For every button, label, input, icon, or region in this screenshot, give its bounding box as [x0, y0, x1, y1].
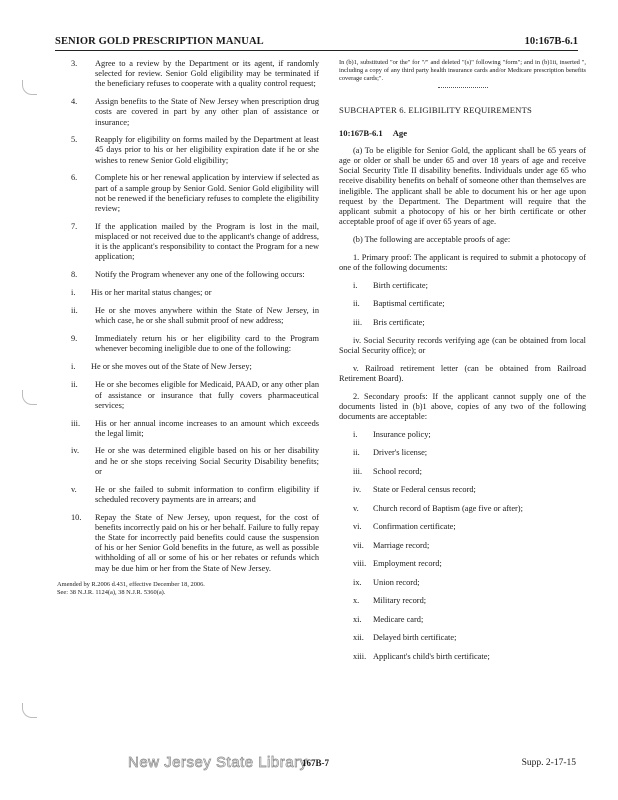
paragraph-b: (b) The following are acceptable proofs of age: [353, 234, 511, 244]
amendment-note: Amended by R.2006 d.431, effective December 18, 2006. [57, 581, 205, 589]
list-item: viii. Employment record; [353, 559, 442, 569]
supplement-date: Supp. 2-17-15 [521, 758, 576, 768]
secondary-proof: 2. Secondary proofs: If the applicant cannot supply one of the documents listed in (b)1 above, copies of any two of the following documents are acceptable: [339, 391, 586, 422]
list-item: ii. He or she moves anywhere within the State of New Jersey, in which case, he or she shall submit proof of new address; [71, 306, 319, 326]
list-item: vi. Confirmation certificate; [353, 522, 456, 532]
list-item: v. Church record of Baptism (age five or after); [353, 503, 523, 513]
page-number: 167B-7 [302, 758, 329, 768]
section-heading [339, 128, 586, 138]
list-item: xi. Medicare card; [353, 614, 424, 624]
list-item: 8. Notify the Program whenever any one of the following occurs: [71, 269, 305, 279]
section-number: 10:167B-6.1 [339, 127, 383, 138]
list-item: iv. State or Federal census record; [353, 485, 476, 495]
subchapter-heading: SUBCHAPTER 6. ELIGIBILITY REQUIREMENTS [339, 105, 532, 116]
list-item: 6. Complete his or her renewal application by interview if selected as part of a sample group by Senior Gold. Senior Gold eligibility will not be renewed if the beneficiary refuses to complete the eligibility review; [71, 173, 319, 213]
paragraph-a: (a) To be eligible for Senior Gold, the applicant shall be 65 years of age or older or shall be under 65 and over 18 years of age and receive Social Security Title II disability benefits. Individuals under age 65 who receive disability benefits on behalf of someone other than themselves are ineligible. The applicant shall be able to document his or her age upon request by the Department. The Department will require that the applicant submit a photocopy of his or her birth certificate or other acceptable proof of age if over 65 years of age. [339, 145, 586, 227]
list-item: ix. Union record; [353, 577, 420, 587]
list-item: i. He or she moves out of the State of New Jersey; [71, 361, 252, 371]
list-item: xiii. Applicant's child's birth certificate; [353, 651, 490, 661]
list-item: 5. Reapply for eligibility on forms mailed by the Department at least 45 days prior to his or her eligibility expiration date if he or she wishes to renew Senior Gold eligibility; [71, 135, 319, 165]
separator [438, 87, 488, 88]
margin-mark [22, 390, 37, 405]
margin-mark [22, 80, 37, 95]
list-item: v. Railroad retirement letter (can be obtained from Railroad Retirement Board). [339, 363, 586, 384]
list-item: 3. Agree to a review by the Department or its agent, if randomly selected for review. Senior Gold eligibility may be terminated if the beneficiary refuses to cooperate with a quality control request; [71, 59, 319, 89]
page-footer [0, 754, 618, 774]
list-item: 10. Repay the State of New Jersey, upon request, for the cost of benefits incorrectly paid on his or her behalf. Failure to fully repay the State for incorrectly paid benefits could cause the suspension of his or her Senior Gold benefits in the future, as well as possible withholding of all or some of his or her rebates or refunds which may be due him or her from the State of New Jersey. [71, 512, 319, 573]
list-item: iv. He or she was determined eligible based on his or her disability and he or she stops receiving Social Security Disability benefits; or [71, 446, 319, 476]
list-item: 7. If the application mailed by the Program is lost in the mail, misplaced or not received due to the applicant's change of address, it is the applicant's responsibility to contact the Program for a new application; [71, 221, 319, 262]
list-item: 9. Immediately return his or her eligibility card to the Program whenever becoming ineligible due to one of the following: [71, 334, 319, 354]
list-item: i. His or her marital status changes; or [71, 287, 212, 297]
list-item: i. Insurance policy; [353, 429, 431, 439]
see-reference: See: 38 N.J.R. 1124(a), 38 N.J.R. 5360(a). [57, 589, 166, 597]
library-watermark: New Jersey State Library [128, 754, 308, 771]
list-item: i. Birth certificate; [353, 280, 428, 290]
right-column [339, 59, 586, 670]
list-item: xii. Delayed birth certificate; [353, 633, 457, 643]
left-column [57, 59, 319, 597]
list-item: iv. Social Security records verifying age (can be obtained from local Social Security office); or [339, 336, 586, 356]
list-item: ii. Baptismal certificate; [353, 299, 445, 309]
list-item: iii. School record; [353, 466, 422, 476]
margin-mark [22, 703, 37, 718]
list-item: ii. He or she becomes eligible for Medicaid, PAAD, or any other plan of assistance or insurance that fully covers pharmaceutical services; [71, 380, 319, 410]
list-item: ii. Driver's license; [353, 448, 428, 458]
list-item: x. Military record; [353, 596, 427, 606]
list-item: iii. His or her annual income increases to an amount which exceeds the legal limit; [71, 418, 319, 438]
section-number-header: 10:167B-6.1 [524, 36, 578, 47]
running-header [55, 34, 578, 51]
section-title: Age [392, 127, 408, 138]
list-item: v. He or she failed to submit information to confirm eligibility if scheduled recovery payments are in arrears; and [71, 484, 319, 504]
manual-title: SENIOR GOLD PRESCRIPTION MANUAL [55, 36, 264, 47]
primary-proof: 1. Primary proof: The applicant is required to submit a photocopy of one of the following documents: [339, 252, 586, 272]
list-item: vii. Marriage record; [353, 540, 430, 550]
list-item: iii. Bris certificate; [353, 317, 425, 327]
history-note: In (b)1, substituted "or the" for "/" and deleted "(s)" following "form"; and in (b)1ii, inserted ", including a copy of any third party health insurance cards and/or Medicare prescription benefits coverage cards;". [339, 59, 586, 82]
list-item: 4. Assign benefits to the State of New Jersey when prescription drug costs are covered in part by any other plan of assistance or insurance; [71, 97, 319, 127]
